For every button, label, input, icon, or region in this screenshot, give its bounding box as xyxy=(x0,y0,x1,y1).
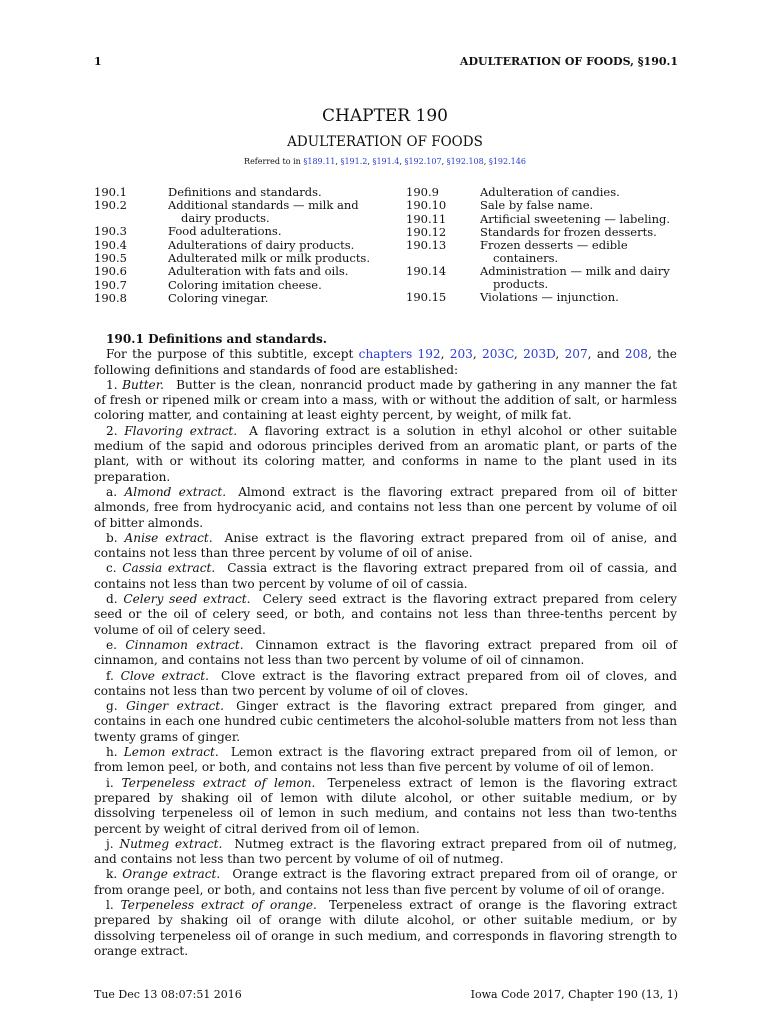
toc-entry-number: 190.15 xyxy=(406,290,447,305)
toc-entry-number: 190.2 xyxy=(94,198,127,213)
toc-entry[interactable] xyxy=(406,226,696,239)
definition-paragraph xyxy=(94,669,677,700)
paragraph-label: a. xyxy=(106,484,118,499)
defined-term: Anise extract. xyxy=(124,530,213,545)
paragraph-label: h. xyxy=(106,745,118,760)
section-heading: 190.1 Definitions and standards. xyxy=(106,332,327,346)
toc-entry-number: 190.6 xyxy=(94,264,127,279)
definition-text: Terpeneless extract of orange is the flavoring extract prepared by shaking oil of orange with dilute alcohol, or other suitable medium, or by dissolving terpeneless oil of orange in such medium, and corresponds in flavoring strength to orange extract. xyxy=(94,897,677,958)
toc-entry-title: Standards for frozen desserts. xyxy=(480,224,657,239)
definition-paragraph xyxy=(94,745,677,776)
toc-entry-number: 190.14 xyxy=(406,264,447,279)
definition-paragraph xyxy=(94,898,677,959)
definition-text: Terpeneless extract of lemon is the flavoring extract prepared by shaking oil of lemon with dilute alcohol, or other suitable medium, or by dissolving terpeneless oil of lemon in such medium, and contains not less than two-tenths percent by weight of citral derived from oil of lemon. xyxy=(94,775,677,836)
definition-paragraph xyxy=(94,592,677,638)
toc-entry[interactable] xyxy=(94,279,384,292)
ref-link[interactable]: §192.108 xyxy=(446,157,484,166)
definition-paragraph xyxy=(94,485,677,531)
toc-entry-title: Coloring imitation cheese. xyxy=(168,277,322,292)
defined-term: Almond extract. xyxy=(124,484,227,499)
definition-text: Celery seed extract is the flavoring extract prepared from celery seed or the oil of celery seed, or both, and contains not less than three-tenths percent by volume of oil of celery seed. xyxy=(94,592,677,637)
definition-paragraph xyxy=(94,424,677,485)
toc-entry-title: Frozen desserts — edible containers. xyxy=(480,238,628,265)
chapter-link[interactable]: chapters 192 xyxy=(358,347,441,362)
section-body xyxy=(94,332,677,959)
toc-entry-title: Adulteration with fats and oils. xyxy=(168,264,349,279)
definition-text: Almond extract is the flavoring extract prepared from oil of bitter almonds, free from hydrocyanic acid, and contains not less than one percent by volume of oil of bitter almonds. xyxy=(94,484,677,530)
defined-term: Lemon extract. xyxy=(123,745,219,760)
chapter-subtitle: ADULTERATION OF FOODS xyxy=(287,134,483,150)
toc-entry-title: Artificial sweetening — labeling. xyxy=(480,211,671,226)
ref-link[interactable]: §191.4 xyxy=(372,157,400,166)
toc-entry[interactable] xyxy=(406,239,696,265)
defined-term: Cinnamon extract. xyxy=(125,637,244,652)
toc-entry-title: Adulteration of candies. xyxy=(480,185,620,199)
defined-term: Ginger extract. xyxy=(126,699,224,714)
toc-entry-title: Food adulterations. xyxy=(168,224,282,239)
definition-text: Nutmeg extract is the flavoring extract prepared from oil of nutmeg, and contains not less than two percent by volume of oil of nutmeg. xyxy=(94,836,677,867)
toc-right-column xyxy=(406,186,696,305)
toc-entry-title: Coloring vinegar. xyxy=(168,290,269,305)
definition-text: A flavoring extract is a solution in ethyl alcohol or other suitable medium of the sapid and odorous principles derived from an aromatic plant, or parts of the plant, with or without its coloring matter, and conforms in name to the plant used in its preparation. xyxy=(94,423,677,484)
definition-paragraph xyxy=(94,378,677,424)
chapter-link[interactable]: 203 xyxy=(449,347,473,362)
definition-text: Lemon extract is the flavoring extract prepared from oil of lemon, or from lemon peel, or both, and contains not less than five percent by volume of oil of lemon. xyxy=(94,745,677,775)
toc-entry[interactable] xyxy=(94,292,384,305)
definition-text: Orange extract is the flavoring extract prepared from oil of orange, or from orange peel, or both, and contains not less than five percent by volume of oil of orange. xyxy=(94,867,677,897)
toc-entry-number: 190.3 xyxy=(94,224,127,239)
defined-term: Clove extract. xyxy=(120,668,209,683)
section-intro: For the purpose of this subtitle, except chapters 192, 203, 203C, 203D, 207, and 208, the following definitions and standards of food are established: xyxy=(94,347,677,377)
paragraph-label: f. xyxy=(106,668,114,683)
ref-link[interactable]: §191.2 xyxy=(340,157,368,166)
paragraph-label: l. xyxy=(106,897,114,912)
toc-entry[interactable] xyxy=(406,186,696,199)
toc-entry-number: 190.4 xyxy=(94,237,127,252)
toc-entry[interactable] xyxy=(94,252,384,265)
running-title: ADULTERATION OF FOODS, §190.1 xyxy=(459,55,678,68)
defined-term: Celery seed extract. xyxy=(123,592,251,607)
paragraph-label: e. xyxy=(106,637,118,652)
toc-entry-title: Violations — injunction. xyxy=(480,290,619,305)
defined-term: Butter. xyxy=(122,377,165,392)
paragraph-label: c. xyxy=(106,561,117,576)
defined-term: Terpeneless extract of orange. xyxy=(120,897,317,912)
toc-entry[interactable] xyxy=(406,213,696,226)
toc-entry-title: Adulterations of dairy products. xyxy=(168,237,355,252)
footer-timestamp: Tue Dec 13 08:07:51 2016 xyxy=(94,988,242,1001)
ref-link[interactable]: §192.107 xyxy=(404,157,442,166)
toc-entry-number: 190.5 xyxy=(94,250,127,265)
paragraph-label: g. xyxy=(106,699,118,714)
definition-paragraph xyxy=(94,837,677,868)
chapter-link[interactable]: 208 xyxy=(624,347,648,362)
toc-entry-title: Additional standards — milk and dairy products. xyxy=(168,198,359,226)
toc-left-column xyxy=(94,186,384,305)
toc-entry-number: 190.9 xyxy=(406,185,439,199)
definition-text: Ginger extract is the flavoring extract prepared from ginger, and contains in each one hundred cubic centimeters the alcohol-soluble matters from not less than twenty grams of ginger. xyxy=(94,699,677,744)
page-number: 1 xyxy=(94,55,102,68)
paragraph-label: i. xyxy=(106,775,114,790)
toc-entry-title: Administration — milk and dairy products. xyxy=(480,264,670,292)
toc-entry-title: Definitions and standards. xyxy=(168,185,322,199)
paragraph-label: b. xyxy=(106,530,118,545)
referred-to-line: Referred to in §189.11, §191.2, §191.4, §192.107, §192.108, §192.146 xyxy=(244,157,526,166)
footer-citation: Iowa Code 2017, Chapter 190 (13, 1) xyxy=(470,988,678,1001)
definition-paragraph xyxy=(94,531,677,562)
defined-term: Terpeneless extract of lemon. xyxy=(121,775,316,790)
definition-text: Cassia extract is the flavoring extract prepared from oil of cassia, and contains not less than two percent by volume of oil of cassia. xyxy=(94,561,677,591)
toc-entry[interactable] xyxy=(406,291,696,304)
definition-paragraph xyxy=(94,699,677,745)
referred-prefix: Referred to in xyxy=(244,157,304,166)
paragraph-label: d. xyxy=(106,592,118,607)
definition-text: Butter is the clean, nonrancid product made by gathering in any manner the fat of fresh or ripened milk or cream into a mass, with or without the addition of salt, or harmless coloring matter, and containing at least eighty percent, by weight, of milk fat. xyxy=(94,377,677,423)
toc-entry[interactable] xyxy=(406,199,696,212)
toc-entry-number: 190.10 xyxy=(406,198,447,213)
chapter-title: CHAPTER 190 xyxy=(322,106,448,126)
paragraph-label: 2. xyxy=(106,423,118,438)
definition-paragraph xyxy=(94,561,677,592)
toc-entry[interactable] xyxy=(406,265,696,291)
paragraph-label: 1. xyxy=(106,377,118,392)
toc-entry[interactable] xyxy=(94,225,384,238)
toc-entry[interactable] xyxy=(94,265,384,278)
toc-entry-title: Adulterated milk or milk products. xyxy=(168,250,370,265)
definition-text: Clove extract is the flavoring extract prepared from oil of cloves, and contains not less than two percent by volume of oil of cloves. xyxy=(94,668,677,698)
defined-term: Nutmeg extract. xyxy=(119,836,223,851)
ref-link[interactable]: §192.146 xyxy=(488,157,526,166)
definition-text: Anise extract is the flavoring extract prepared from oil of anise, and contains not less than three percent by volume of oil of anise. xyxy=(94,530,677,561)
defined-term: Flavoring extract. xyxy=(124,423,238,438)
definition-paragraph xyxy=(94,867,677,898)
defined-term: Cassia extract. xyxy=(122,561,216,576)
toc-entry[interactable] xyxy=(94,186,384,199)
chapter-link[interactable]: 203C xyxy=(482,347,514,362)
toc-entry-number: 190.11 xyxy=(406,211,447,226)
toc-entry-number: 190.13 xyxy=(406,238,447,253)
definition-paragraph xyxy=(94,638,677,669)
paragraph-label: j. xyxy=(106,836,114,851)
toc-entry-title: Sale by false name. xyxy=(480,198,594,213)
definition-paragraph xyxy=(94,776,677,837)
toc-entry[interactable] xyxy=(94,199,384,225)
toc-entry[interactable] xyxy=(94,239,384,252)
defined-term: Orange extract. xyxy=(122,867,221,882)
toc-entry-number: 190.12 xyxy=(406,224,447,239)
chapter-link[interactable]: 203D xyxy=(523,347,556,362)
chapter-link[interactable]: 207 xyxy=(564,347,588,362)
paragraph-label: k. xyxy=(106,867,118,882)
toc-entry-number: 190.8 xyxy=(94,290,127,305)
toc-entry-number: 190.1 xyxy=(94,185,127,199)
ref-link[interactable]: §189.11 xyxy=(303,157,336,166)
toc-entry-number: 190.7 xyxy=(94,277,127,292)
definitions-list xyxy=(94,378,677,959)
definition-text: Cinnamon extract is the flavoring extract prepared from oil of cinnamon, and contains not less than two percent by volume of oil of cinnamon. xyxy=(94,637,677,668)
